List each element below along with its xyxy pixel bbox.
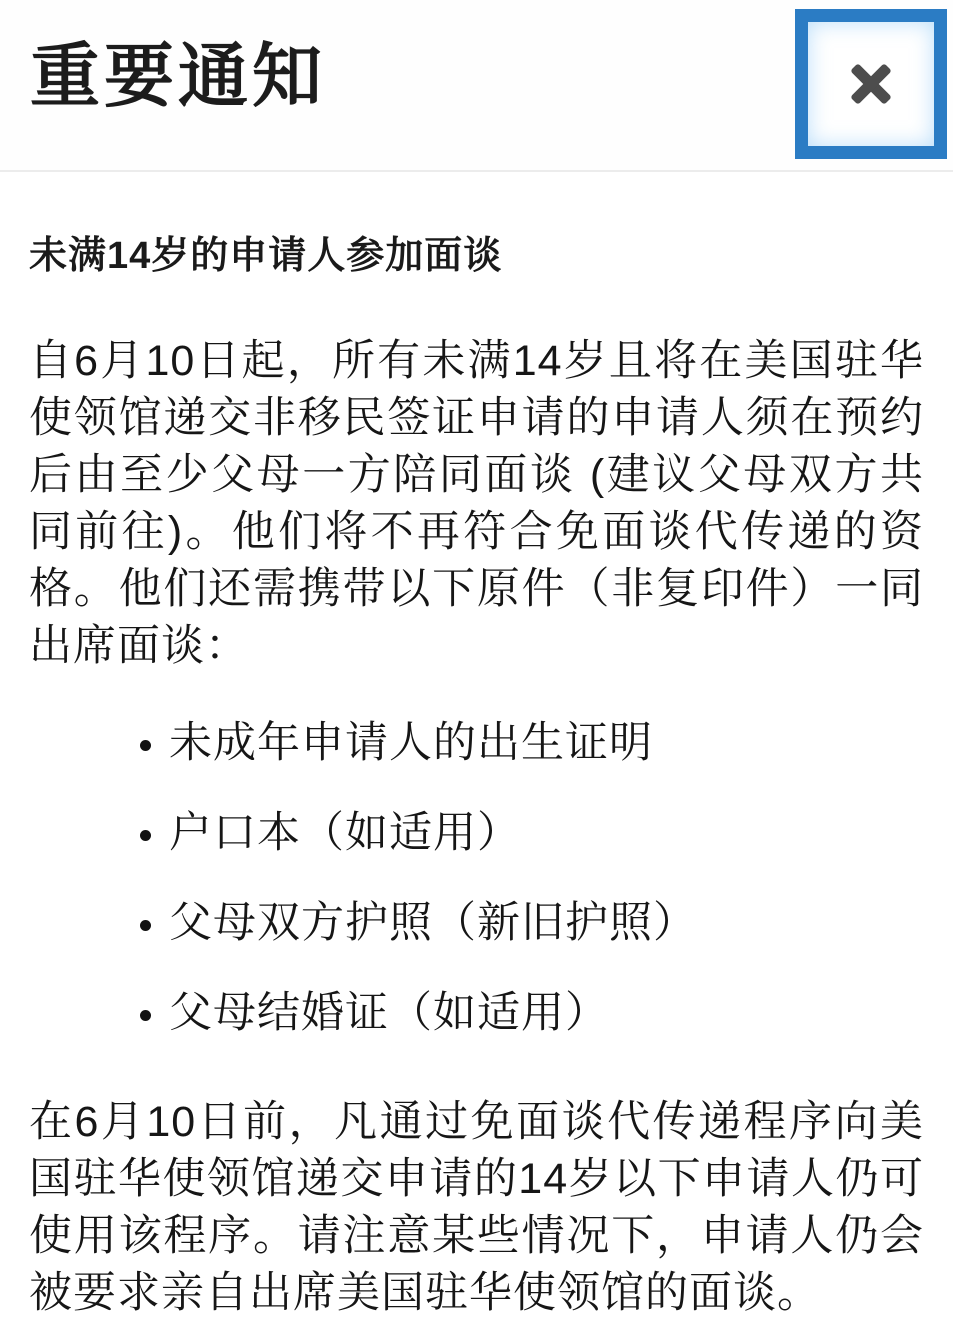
notice-content <box>0 230 953 1322</box>
list-item: • 父母结婚证（如适用） <box>169 985 924 1042</box>
close-button[interactable] <box>795 9 947 159</box>
close-icon <box>850 63 892 105</box>
notice-paragraph-intro: 自6月10日起，所有未满14岁且将在美国驻华使领馆递交非移民签证申请的申请人须在预约后由至少父母一方陪同面谈 (建议父母双方共同前往)。他们将不再符合免面谈代传递的资格。他们还需携带以下原件（非复印件）一同出席面谈： <box>29 337 924 670</box>
page-title: 重要通知 <box>30 37 326 115</box>
list-item: • 父母双方护照（新旧护照） <box>169 895 924 952</box>
required-documents-list <box>29 715 924 1042</box>
list-item: • 户口本（如适用） <box>169 805 924 862</box>
modal-header <box>0 0 953 172</box>
notice-paragraph-closing: 在6月10日前，凡通过免面谈代传递程序向美国驻华使领馆递交申请的14岁以下申请人仍可使用该程序。请注意某些情况下，申请人仍会被要求亲自出席美国驻华使领馆的面谈。 <box>29 1098 924 1317</box>
notice-heading: 未满14岁的申请人参加面谈 <box>29 235 503 277</box>
list-item: • 未成年申请人的出生证明 <box>169 715 924 772</box>
